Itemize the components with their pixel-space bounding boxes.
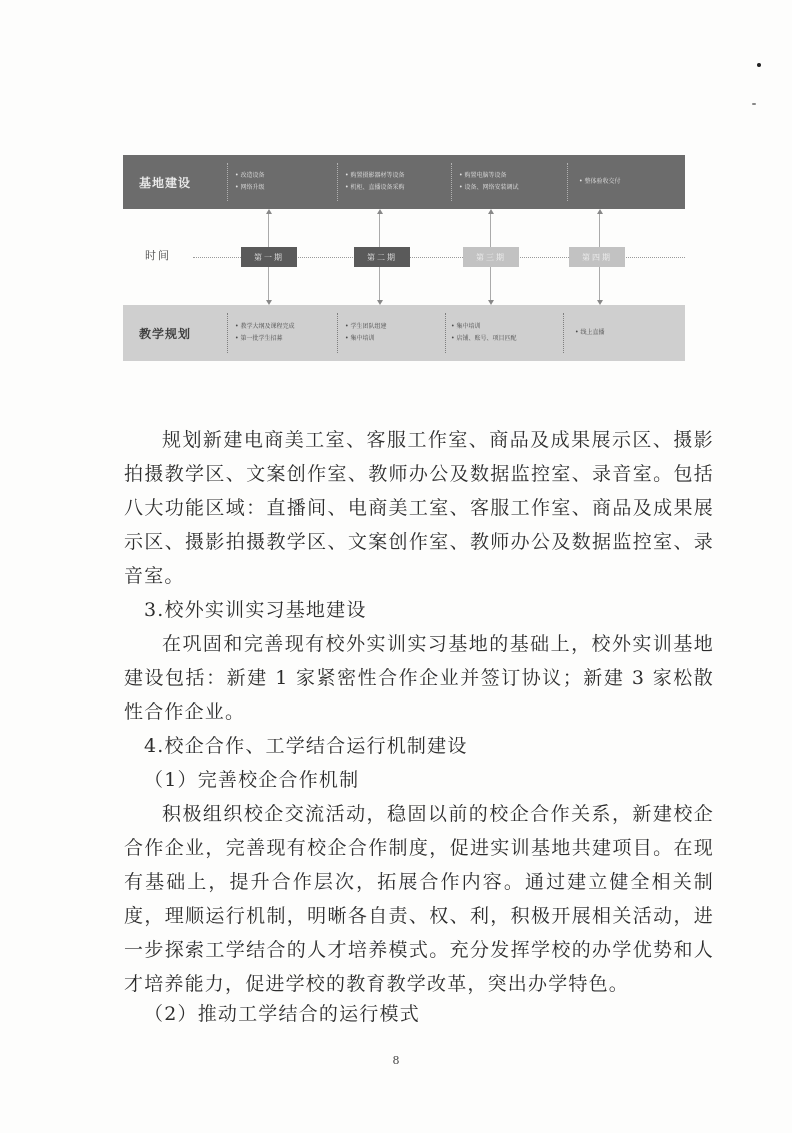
- band-cell-item: • 设备、网络安装调试: [459, 182, 518, 194]
- band-divider: [451, 163, 452, 201]
- band-cell: [235, 305, 294, 361]
- band-cell-item: • 整体验收交付: [579, 176, 620, 188]
- band-cell: [459, 155, 518, 209]
- subsection-heading-4-1: （1）完善校企合作机制: [144, 769, 360, 791]
- phase-1-box: 第一期: [241, 247, 297, 267]
- section-heading-4: 4.校企合作、工学结合运行机制建设: [144, 735, 468, 757]
- band-cell: [345, 155, 404, 209]
- scan-speck: [752, 103, 756, 105]
- paragraph-training-room-plan: 规划新建电商美工室、客服工作室、商品及成果展示区、摄影拍摄教学区、文案创作室、教师办公及数据监控室、录音室。包括八大功能区域：直播间、电商美工室、客服工作室、商品及成果展示区、摄影拍摄教学区、文案创作室、教师办公及数据监控室、录音室。: [124, 429, 714, 587]
- band-cell-item: • 线上直播: [575, 327, 604, 339]
- band-divider: [337, 313, 338, 353]
- band-cell: [579, 155, 620, 209]
- phase-4-box: 第四期: [569, 247, 625, 267]
- band-cell: [235, 155, 264, 209]
- band-cell-item: • 店铺、账号、项目匹配: [451, 333, 516, 345]
- band-title: 教学规划: [139, 326, 192, 341]
- band-cell: [451, 305, 516, 361]
- time-label: 时间: [145, 249, 171, 262]
- band-title: 基地建设: [139, 175, 192, 190]
- band-cell-item: • 网络升级: [235, 182, 264, 194]
- band-divider: [563, 313, 564, 353]
- band-cell: [575, 305, 604, 361]
- construction-timeline-diagram: [123, 155, 685, 365]
- section-heading-3: 3.校外实训实习基地建设: [144, 599, 367, 621]
- band-cell-item: • 集中培训: [345, 333, 386, 345]
- base-construction-band: [123, 155, 685, 209]
- paragraph-cooperation-mechanism: 积极组织校企交流活动，稳固以前的校企合作关系，新建校企合作企业，完善现有校企合作制度，促进实训基地共建项目。在现有基础上，提升合作层次，拓展合作内容。通过建立健全相关制度，理顺运行机制，明晰各自责、权、利，积极开展相关活动，进一步探索工学结合的人才培养模式。充分发挥学校的办学优势和人才培养能力，促进学校的教育教学改革，突出办学特色。: [124, 803, 714, 995]
- subsection-heading-4-2: （2）推动工学结合的运行模式: [144, 1003, 420, 1025]
- teaching-plan-band: [123, 305, 685, 361]
- phase-3-box: 第三期: [463, 247, 519, 267]
- band-divider: [227, 313, 228, 353]
- page-number: 8: [392, 1054, 400, 1067]
- band-cell: [345, 305, 386, 361]
- band-divider: [567, 163, 568, 201]
- timeline-row: [123, 209, 685, 305]
- band-cell-item: • 教学大纲及课程完成: [235, 321, 294, 333]
- band-cell-item: • 学生团队组建: [345, 321, 386, 333]
- band-cell-item: • 机柜、直播设备采购: [345, 182, 404, 194]
- scan-speck: [757, 63, 761, 67]
- band-cell-item: • 购置摄影器材等设备: [345, 170, 404, 182]
- band-divider: [227, 163, 228, 201]
- band-cell-item: • 改造设备: [235, 170, 264, 182]
- band-cell-item: • 购置电脑等设备: [459, 170, 518, 182]
- band-divider: [445, 313, 446, 353]
- band-cell-item: • 集中培训: [451, 321, 516, 333]
- phase-2-box: 第二期: [354, 247, 410, 267]
- paragraph-external-base: 在巩固和完善现有校外实训实习基地的基础上，校外实训基地建设包括：新建 1 家紧密性合作企业并签订协议；新建 3 家松散性合作企业。: [124, 633, 714, 723]
- band-cell-item: • 第一批学生招募: [235, 333, 294, 345]
- band-divider: [337, 163, 338, 201]
